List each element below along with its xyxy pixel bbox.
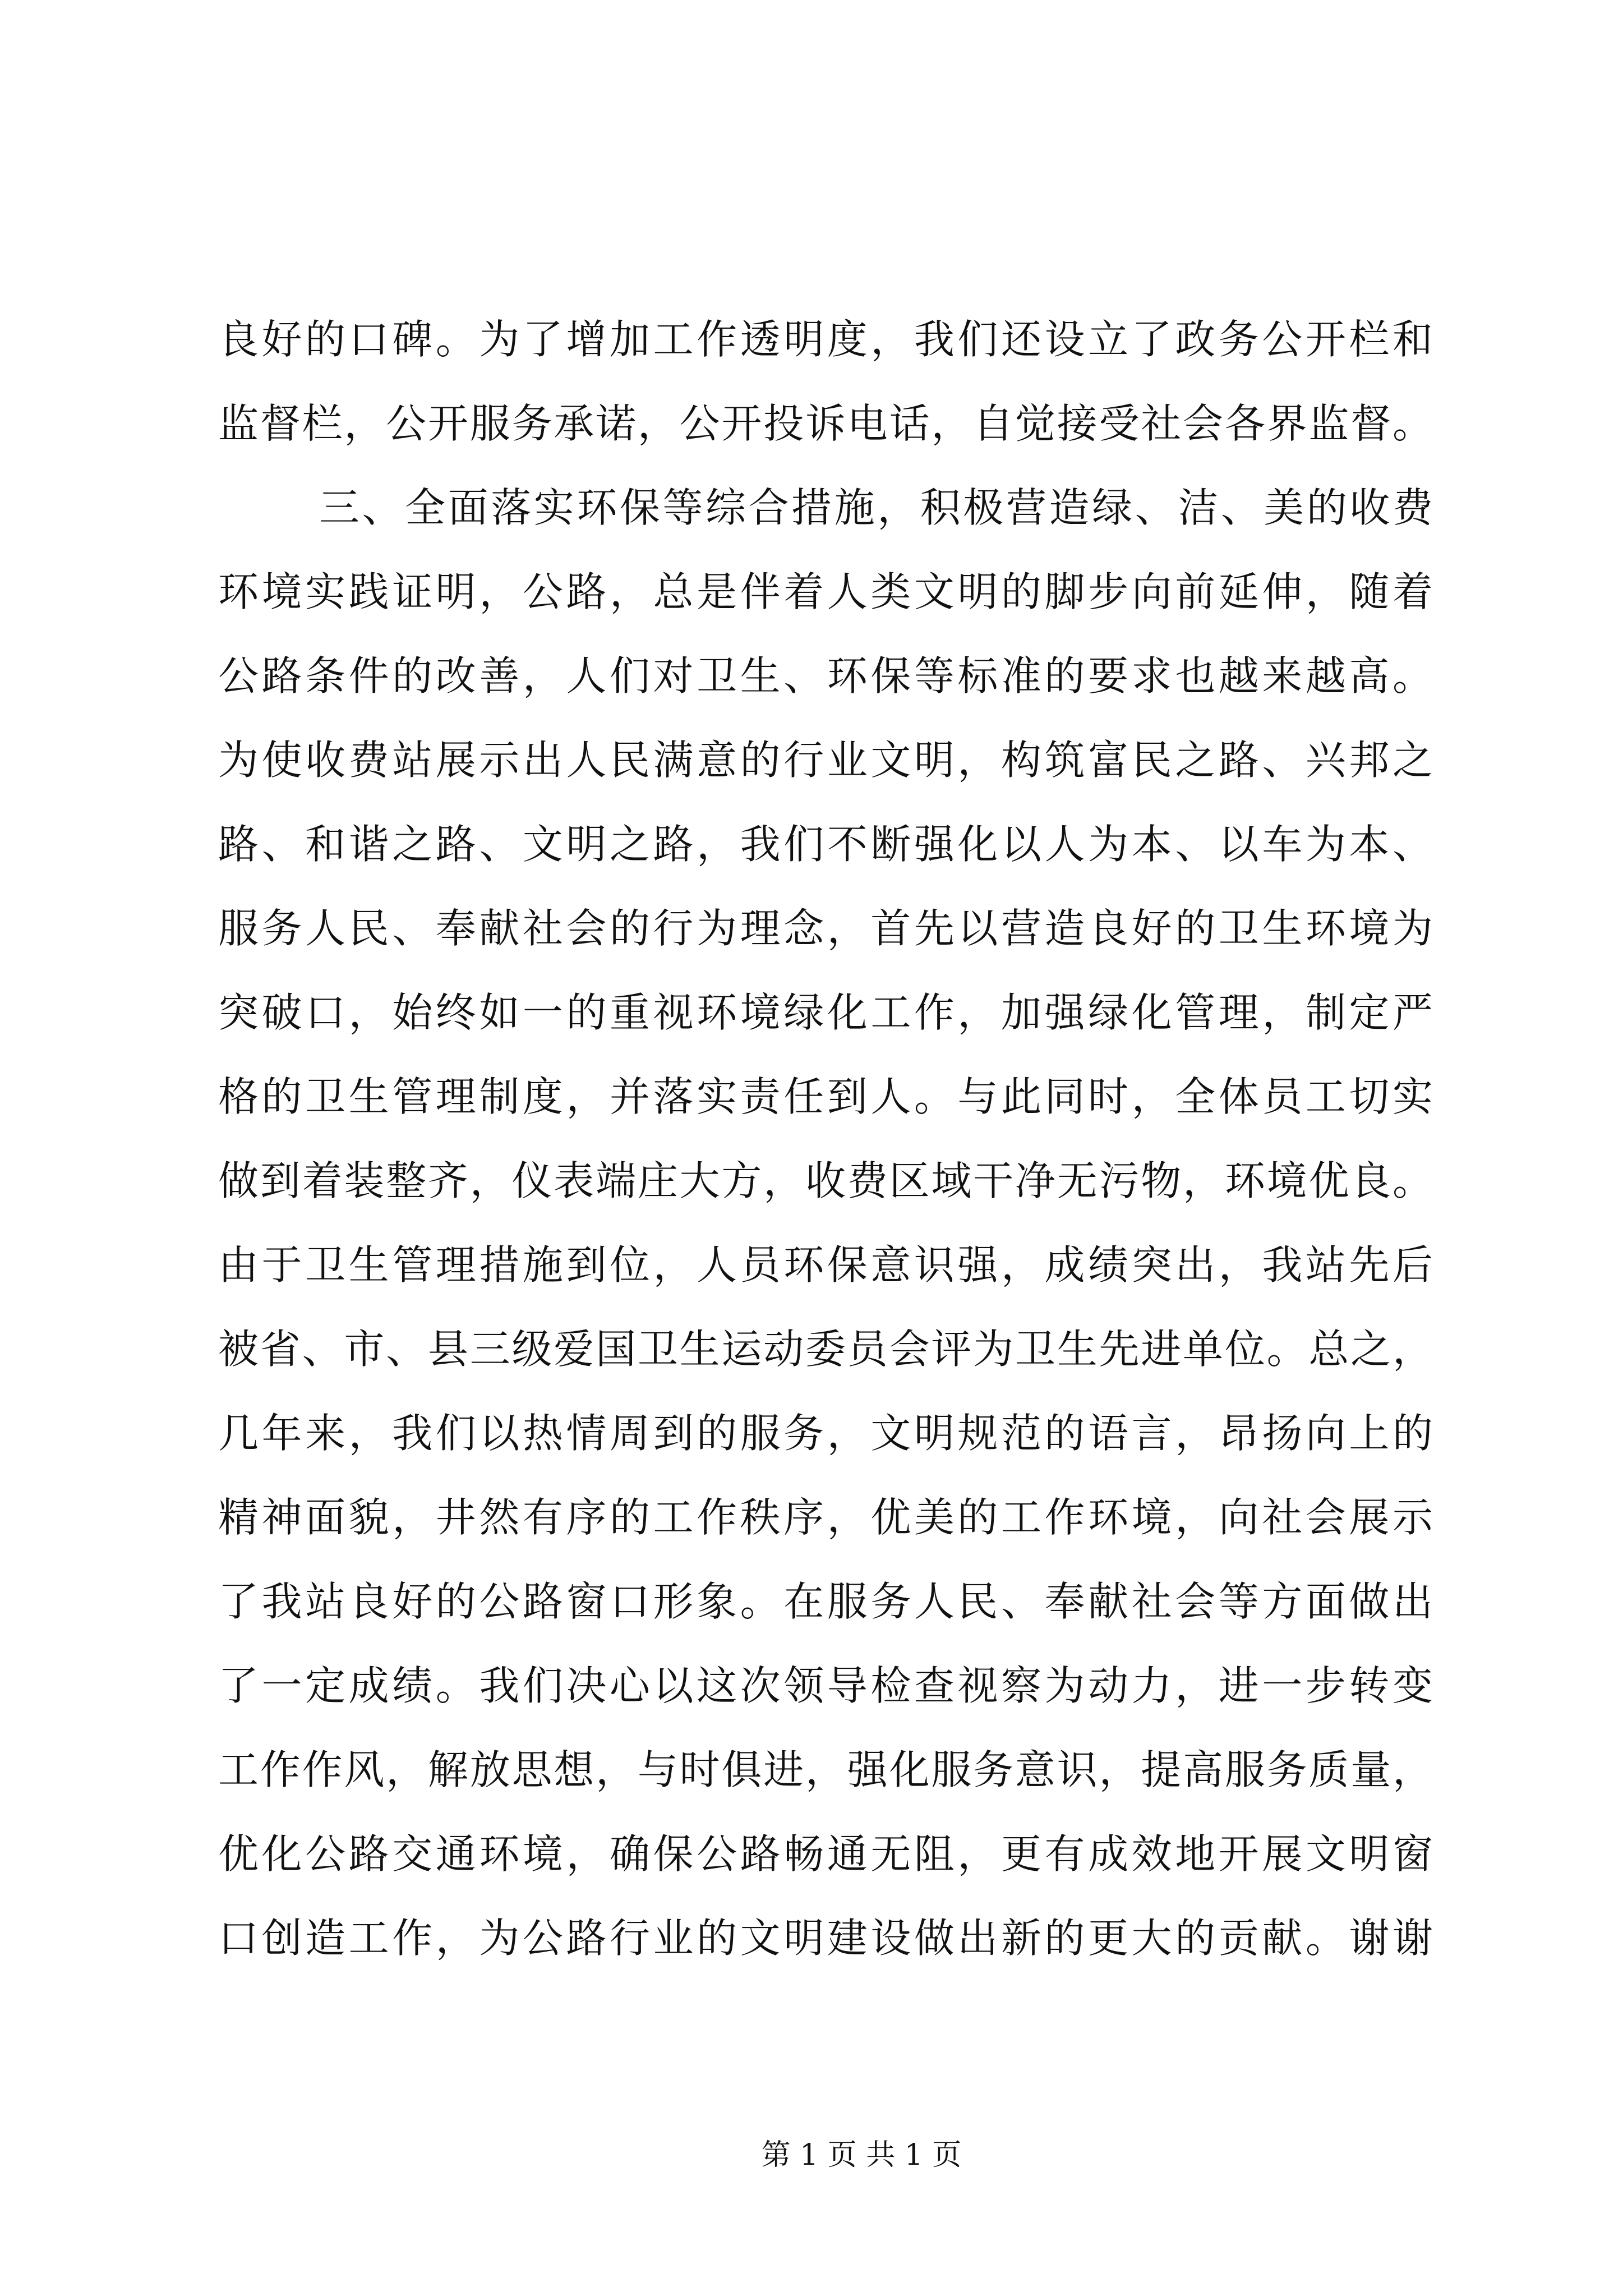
text-line: 由于卫生管理措施到位，人员环保意识强，成绩突出，我站先后: [218, 1241, 1433, 1289]
paragraph-section-three: [218, 466, 1433, 1980]
text-line: 格的卫生管理制度，并落实责任到人。与此同时，全体员工切实: [218, 1073, 1433, 1120]
text-line: 环境实践证明，公路，总是伴着人类文明的脚步向前延伸，随着: [218, 568, 1433, 615]
page-number-footer: 第 1 页 共 1 页: [761, 2138, 962, 2172]
text-line: 工作作风，解放思想，与时俱进，强化服务意识，提高服务质量，: [218, 1746, 1433, 1793]
text-line: 监督栏，公开服务承诺，公开投诉电话，自觉接受社会各界监督。: [218, 400, 1433, 447]
text-line: 突破口，始终如一的重视环境绿化工作，加强绿化管理，制定严: [218, 989, 1433, 1036]
text-line: 路、和谐之路、文明之路，我们不断强化以人为本、以车为本、: [218, 821, 1433, 868]
text-line: 口创造工作，为公路行业的文明建设做出新的更大的贡献。谢谢: [218, 1915, 1433, 1962]
body-text: [218, 297, 1433, 1980]
text-line: 做到着装整齐，仪表端庄大方，收费区域干净无污物，环境优良。: [218, 1157, 1433, 1204]
text-line: 精神面貌，井然有序的工作秩序，优美的工作环境，向社会展示: [218, 1494, 1433, 1541]
paragraph-continued: [218, 297, 1433, 466]
text-line: 了一定成绩。我们决心以这次领导检查视察为动力，进一步转变: [218, 1662, 1433, 1709]
text-line: 几年来，我们以热情周到的服务，文明规范的语言，昂扬向上的: [218, 1410, 1433, 1457]
text-line: 被省、市、县三级爱国卫生运动委员会评为卫生先进单位。总之，: [218, 1326, 1433, 1373]
text-line: 了我站良好的公路窗口形象。在服务人民、奉献社会等方面做出: [218, 1578, 1433, 1625]
paragraph-start-line: 三、全面落实环保等综合措施，积极营造绿、洁、美的收费: [319, 484, 1433, 531]
text-line: 为使收费站展示出人民满意的行业文明，构筑富民之路、兴邦之: [218, 737, 1433, 784]
text-line: 公路条件的改善，人们对卫生、环保等标准的要求也越来越高。: [218, 652, 1433, 700]
text-line: 良好的口碑。为了增加工作透明度，我们还设立了政务公开栏和: [218, 316, 1433, 363]
text-line: 优化公路交通环境，确保公路畅通无阻，更有成效地开展文明窗: [218, 1830, 1433, 1878]
text-line: 服务人民、奉献社会的行为理念，首先以营造良好的卫生环境为: [218, 905, 1433, 952]
